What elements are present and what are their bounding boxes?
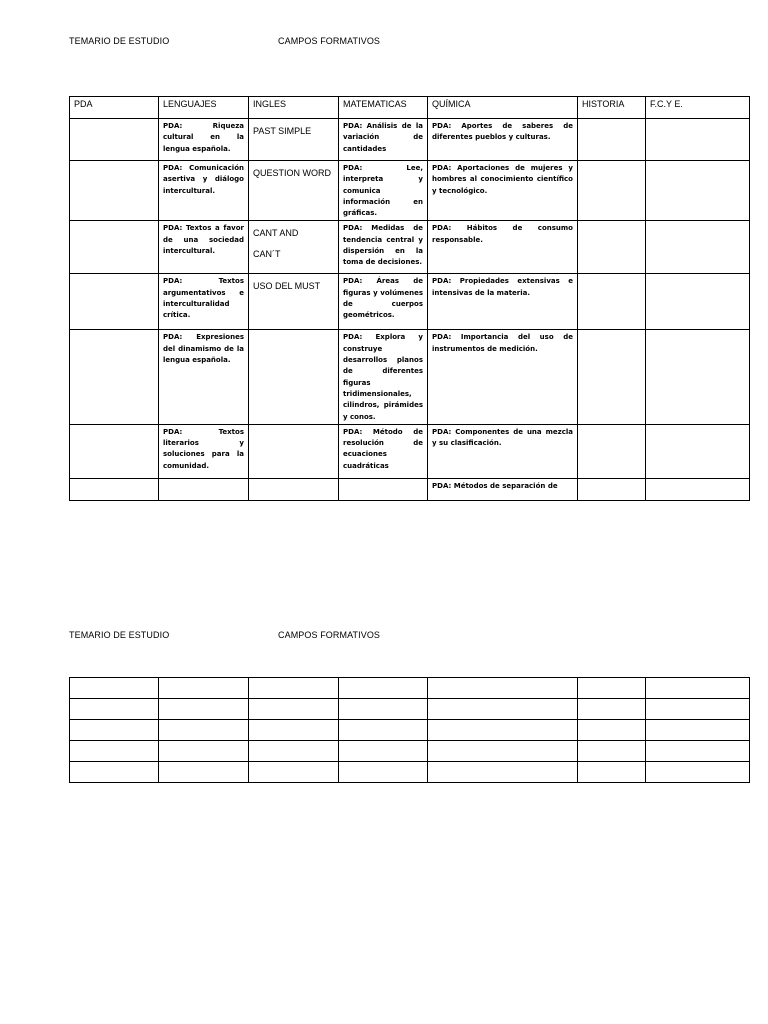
section1-title: TEMARIO DE ESTUDIO	[69, 36, 170, 46]
empty-cell	[159, 741, 249, 762]
empty-cell	[578, 678, 646, 699]
cell-ingles	[249, 330, 339, 424]
empty-cell	[249, 741, 339, 762]
table-row	[70, 424, 750, 478]
table-row	[70, 699, 750, 720]
empty-cell	[339, 762, 428, 783]
cell-ingles	[249, 424, 339, 478]
empty-cell	[646, 720, 750, 741]
cell-quimica: PDA: Componentes de una mezcla y su clasificación.	[428, 424, 578, 478]
cell-pda	[70, 274, 159, 330]
cell-fcye	[646, 221, 750, 274]
table-row	[70, 762, 750, 783]
cell-quimica: PDA: Métodos de separación de	[428, 478, 578, 500]
empty-cell	[159, 720, 249, 741]
table-row	[70, 741, 750, 762]
cell-fcye	[646, 424, 750, 478]
empty-cell	[159, 678, 249, 699]
empty-cell	[339, 741, 428, 762]
table-row	[70, 478, 750, 500]
cell-ingles: USO DEL MUST	[249, 274, 339, 330]
table-row	[70, 330, 750, 424]
empty-cell	[428, 720, 578, 741]
empty-cell	[70, 699, 159, 720]
empty-cell	[578, 741, 646, 762]
table-row	[70, 274, 750, 330]
empty-cell	[339, 678, 428, 699]
cell-pda	[70, 221, 159, 274]
cell-matematicas: PDA: Lee, interpreta y comunica información en gráficas.	[339, 161, 428, 221]
cell-ingles	[249, 478, 339, 500]
cell-quimica: PDA: Aportes de saberes de diferentes pueblos y culturas.	[428, 119, 578, 161]
cell-fcye	[646, 119, 750, 161]
header-quimica: QUÍMICA	[428, 97, 578, 119]
header-historia: HISTORIA	[578, 97, 646, 119]
section1-subtitle: CAMPOS FORMATIVOS	[278, 36, 381, 46]
empty-cell	[249, 699, 339, 720]
cell-lenguajes: PDA: Textos argumentativos e interculturalidad crítica.	[159, 274, 249, 330]
cell-historia	[578, 274, 646, 330]
cell-fcye	[646, 161, 750, 221]
cell-matematicas: PDA: Explora y construye desarrollos planos de diferentes figuras tridimensionales, cilindros, pirámides y conos.	[339, 330, 428, 424]
study-topics-table	[69, 96, 750, 501]
cell-pda	[70, 119, 159, 161]
cell-historia	[578, 221, 646, 274]
cell-quimica: PDA: Importancia del uso de instrumentos de medición.	[428, 330, 578, 424]
section2-title: TEMARIO DE ESTUDIO	[69, 630, 170, 640]
empty-cell	[428, 678, 578, 699]
empty-cell	[70, 762, 159, 783]
header-pda: PDA	[70, 97, 159, 119]
empty-cell	[339, 699, 428, 720]
header-ingles: INGLES	[249, 97, 339, 119]
table-row	[70, 119, 750, 161]
cell-lenguajes: PDA: Textos literarios y soluciones para la comunidad.	[159, 424, 249, 478]
empty-cell	[646, 699, 750, 720]
cell-fcye	[646, 330, 750, 424]
table-row	[70, 678, 750, 699]
cell-quimica: PDA: Hábitos de consumo responsable.	[428, 221, 578, 274]
empty-cell	[70, 678, 159, 699]
empty-cell	[159, 762, 249, 783]
section2-subtitle: CAMPOS FORMATIVOS	[278, 630, 381, 640]
cell-lenguajes: PDA: Comunicación asertiva y diálogo intercultural.	[159, 161, 249, 221]
cell-quimica: PDA: Propiedades extensivas e intensivas de la materia.	[428, 274, 578, 330]
empty-topics-table	[69, 677, 750, 783]
cell-pda	[70, 424, 159, 478]
empty-cell	[578, 720, 646, 741]
empty-cell	[428, 699, 578, 720]
cell-quimica: PDA: Aportaciones de mujeres y hombres al conocimiento científico y tecnológico.	[428, 161, 578, 221]
empty-cell	[159, 699, 249, 720]
table-row	[70, 720, 750, 741]
empty-cell	[249, 720, 339, 741]
cell-historia	[578, 330, 646, 424]
header-lenguajes: LENGUAJES	[159, 97, 249, 119]
empty-cell	[70, 741, 159, 762]
cell-matematicas: PDA: Medidas de tendencia central y dispersión en la toma de decisiones.	[339, 221, 428, 274]
empty-cell	[428, 741, 578, 762]
cell-matematicas: PDA: Método de resolución de ecuaciones cuadráticas	[339, 424, 428, 478]
empty-cell	[249, 678, 339, 699]
cell-lenguajes	[159, 478, 249, 500]
cell-ingles: PAST SIMPLE	[249, 119, 339, 161]
table-row	[70, 161, 750, 221]
empty-cell	[249, 762, 339, 783]
header-matematicas: MATEMATICAS	[339, 97, 428, 119]
cell-historia	[578, 424, 646, 478]
empty-cell	[646, 762, 750, 783]
cell-fcye	[646, 274, 750, 330]
empty-cell	[646, 741, 750, 762]
cell-pda	[70, 161, 159, 221]
empty-cell	[339, 720, 428, 741]
cell-lenguajes: PDA: Textos a favor de una sociedad intercultural.	[159, 221, 249, 274]
cell-fcye	[646, 478, 750, 500]
cell-ingles: QUESTION WORD	[249, 161, 339, 221]
cell-matematicas: PDA: Áreas de figuras y volúmenes de cuerpos geométricos.	[339, 274, 428, 330]
empty-cell	[578, 762, 646, 783]
table-header-row	[70, 97, 750, 119]
cell-matematicas	[339, 478, 428, 500]
cell-historia	[578, 478, 646, 500]
empty-cell	[428, 762, 578, 783]
empty-cell	[578, 699, 646, 720]
empty-cell	[646, 678, 750, 699]
header-fcye: F.C.Y E.	[646, 97, 750, 119]
cell-matematicas: PDA: Análisis de la variación de cantidades	[339, 119, 428, 161]
empty-cell	[70, 720, 159, 741]
table-row	[70, 221, 750, 274]
cell-lenguajes: PDA: Riqueza cultural en la lengua española.	[159, 119, 249, 161]
cell-ingles: CANT AND CAN´T	[249, 221, 339, 274]
cell-pda	[70, 330, 159, 424]
cell-pda	[70, 478, 159, 500]
cell-lenguajes: PDA: Expresiones del dinamismo de la lengua española.	[159, 330, 249, 424]
cell-historia	[578, 161, 646, 221]
cell-historia	[578, 119, 646, 161]
